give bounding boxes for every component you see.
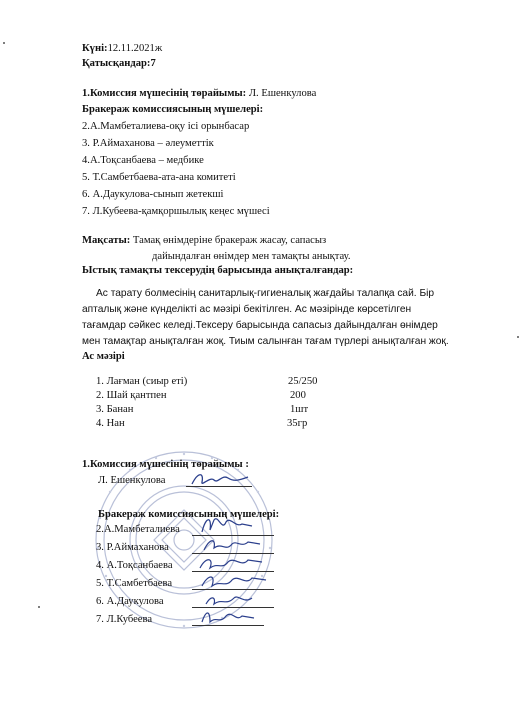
chair-name: Л. Ешенкулова (246, 88, 317, 99)
purpose-label: Мақсаты: (82, 235, 131, 246)
findings-title: Ыстық тамақты тексерудің барысында анықталғандар: (82, 265, 354, 276)
menu-title: Ас мәзірі (82, 351, 125, 362)
findings-line: Ас тарату болмесінің санитарлық-гигиеналық жағдайы талапқа сай. Бір (96, 288, 435, 299)
date-value: 12.11.2021ж (107, 43, 163, 54)
sign-member: 6. А.Даукулова (96, 596, 164, 607)
chair-signature (188, 468, 252, 490)
chair-label: 1.Комиссия мүшесінің төрайымы: (82, 88, 247, 99)
findings-line: апталық және күнделікті ас мәзірі бекітілген. Ас мәзірінде көрсетілген (82, 304, 412, 315)
menu-item: 1. Лағман (сиыр еті) (96, 376, 188, 387)
findings-line: тағамдар сәйкес келеді.Тексеру барысында сапасыз дайындалған өнімдер (82, 320, 438, 331)
member-item: 3. Р.Аймаханова – әлеуметтік (82, 138, 214, 149)
member-item: 2.А.Мамбеталиева-оқу ісі орынбасар (82, 121, 250, 132)
scan-speck (517, 336, 519, 338)
sign-member: 4. А.Тоқсанбаева (96, 560, 173, 571)
scan-speck (38, 606, 40, 608)
attendees: Қатысқандар:7 (82, 58, 156, 69)
chair-line (82, 87, 316, 100)
purpose-text-2: дайындалған өнімдер мен тамақты анықтау. (152, 251, 351, 262)
member-item: 5. Т.Самбетбаева-ата-ана комитеті (82, 172, 236, 183)
menu-item: 2. Шай қантпен (96, 390, 167, 401)
menu-amount: 200 (290, 390, 306, 401)
member-item: 6. А.Даукулова-сынып жетекші (82, 189, 224, 200)
sign-members-title: Бракераж комиссиясының мүшелері: (98, 509, 280, 520)
sign-member: 5. Т.Самбетбаева (96, 578, 173, 589)
date-line (82, 42, 162, 55)
menu-item: 3. Банан (96, 404, 134, 415)
members-title: Бракераж комиссиясының мүшелері: (82, 104, 264, 115)
date-label: Күні: (82, 43, 108, 54)
sign-chair-label: 1.Комиссия мүшесінің төрайымы : (82, 459, 249, 470)
scan-speck (3, 42, 5, 44)
sign-member: 7. Л.Кубеева (96, 614, 153, 625)
member-signatures (196, 512, 280, 632)
sign-chair-name: Л. Ешенкулова (98, 475, 166, 486)
menu-amount: 1шт (290, 404, 309, 415)
purpose-line (82, 234, 326, 247)
sign-member: 2.А.Мамбеталиева (96, 524, 180, 535)
member-item: 7. Л.Кубеева-қамқоршылық кеңес мүшесі (82, 206, 270, 217)
menu-item: 4. Нан (96, 418, 125, 429)
sign-member: 3. Р.Аймаханова (96, 542, 169, 553)
purpose-text: Тамақ өнімдеріне бракераж жасау, сапасыз (130, 235, 327, 246)
menu-amount: 25/250 (288, 376, 318, 387)
menu-amount: 35гр (287, 418, 308, 429)
member-item: 4.А.Тоқсанбаева – медбике (82, 155, 204, 166)
findings-line: мен тамақтар анықталған жоқ. Тиым салынған тағам түрлері анықталған жоқ. (82, 336, 449, 347)
